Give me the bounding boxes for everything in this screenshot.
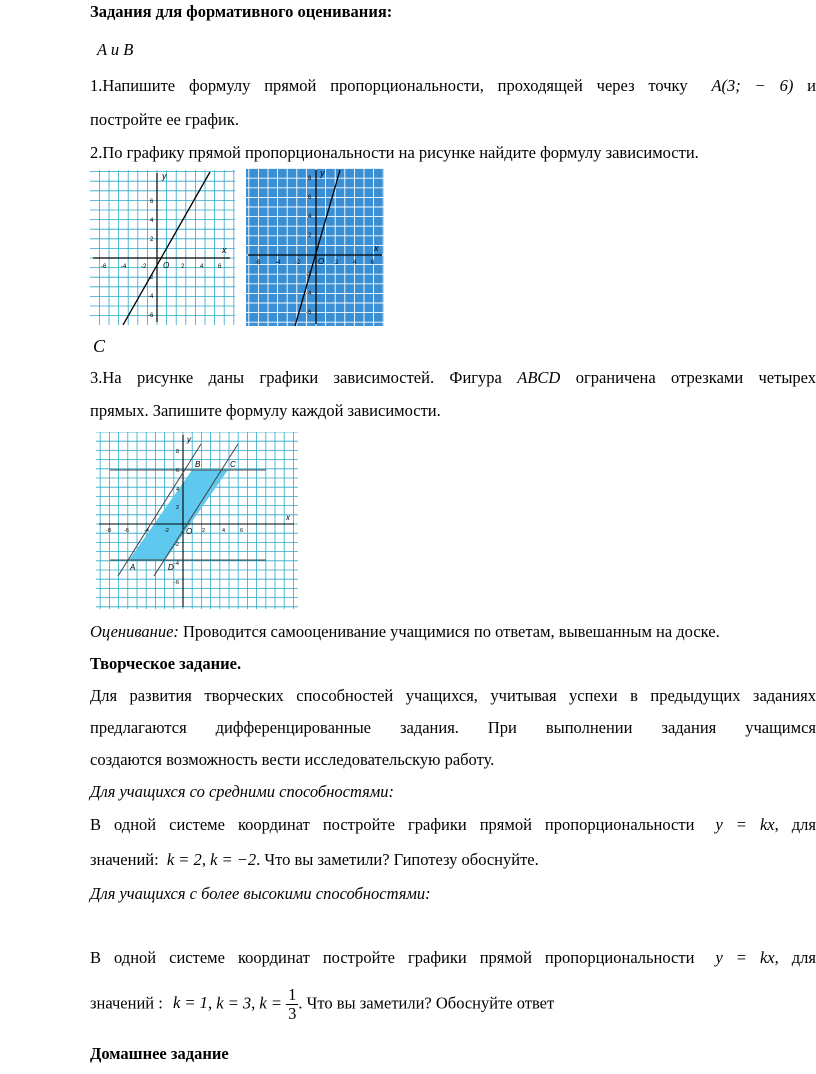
task3-line1: 3.На рисунке даны графики зависимостей. Фигура ABCD ограничена отрезками четырех <box>90 368 816 387</box>
task2-text: 2.По графику прямой пропорциональности на рисунке найдите формулу зависимости. <box>90 143 699 162</box>
tick-label: -4 <box>275 260 281 266</box>
tick-label: -8 <box>106 528 111 534</box>
x-axis-label: x <box>222 245 227 255</box>
tick-label: 6 <box>218 264 222 270</box>
fraction-one-third: $\frac{1}{3}$ <box>288 985 297 1024</box>
tick-label: 4 <box>308 214 312 220</box>
tick-label: 2 <box>335 260 339 266</box>
origin-label: O <box>186 527 193 536</box>
x-axis-label: x <box>374 243 379 253</box>
tick-label: 2 <box>150 237 154 243</box>
graph-1 <box>90 170 235 325</box>
average-label: Для учащихся со средними способностями: <box>90 782 395 801</box>
creative-line3: создаются возможность вести исследовательскую работу. <box>90 750 495 769</box>
tick-label: 6 <box>150 199 154 205</box>
tick-label: 6 <box>308 195 312 201</box>
tick-label: 4 <box>150 218 154 224</box>
tick-label: -6 <box>306 310 312 316</box>
homework-heading: Домашнее задание <box>90 1044 229 1063</box>
tick-label: -2 <box>306 272 312 278</box>
creative-line1: Для развития творческих способностей учащихся, учитывая успехи в предыдущих заданиях <box>90 686 816 705</box>
tick-label: -4 <box>148 294 154 300</box>
section-heading: Задания для формативного оценивания: <box>90 2 393 21</box>
tick-label: -4 <box>306 291 312 297</box>
tick-label: 2 <box>181 264 185 270</box>
origin-label: O <box>318 257 325 266</box>
vertex-c-label: C <box>230 460 236 469</box>
y-axis-label: y <box>162 171 167 181</box>
vertex-d-label: D <box>168 563 174 572</box>
tick-label: -6 <box>255 260 261 266</box>
tick-label: 6 <box>240 528 244 534</box>
creative-heading: Творческое задание. <box>90 654 242 673</box>
tick-label: -4 <box>144 528 149 534</box>
creative-line2: предлагаются дифференцированные задания. При выполнении задания учащимся <box>90 718 816 737</box>
tick-label: -4 <box>121 264 127 270</box>
high-line1: В одной системе координат постройте графики прямой пропорциональности y = kx, для <box>90 948 816 967</box>
task1-line1: 1.Напишите формулу прямой пропорциональности, проходящей через точку A(3; − 6) и <box>90 76 816 95</box>
high-line2: значений : k = 1, k = 3, k = $\frac{1}{3}$ . Что вы заметили? Обоснуйте ответ <box>90 985 555 1024</box>
tick-label: 4 <box>222 528 226 534</box>
task3-line2: прямых. Запишите формулу каждой зависимости. <box>90 401 441 420</box>
tick-label: -6 <box>148 313 154 319</box>
assessment-label: Оценивание: <box>90 622 179 641</box>
y-axis-label: y <box>320 168 325 178</box>
tick-label: 2 <box>202 528 206 534</box>
tick-label: -2 <box>174 542 179 548</box>
tick-label: 4 <box>353 260 357 266</box>
tick-label: 2 <box>176 505 180 511</box>
level-c-label: C <box>93 336 106 356</box>
task1-line2: постройте ее график. <box>90 110 239 129</box>
tick-label: -6 <box>174 580 179 586</box>
tick-label: 4 <box>200 264 204 270</box>
tick-label: -2 <box>148 275 154 281</box>
tick-label: -2 <box>295 260 301 266</box>
tick-label: -2 <box>164 528 169 534</box>
level-ab-label: A и B <box>97 40 134 59</box>
tick-label: 6 <box>371 260 375 266</box>
assessment-line: Оценивание: Проводится самооценивание учащимися по ответам, вывешанным на доске. <box>90 622 720 641</box>
x-axis-label: x <box>286 513 290 522</box>
tick-label: -6 <box>124 528 129 534</box>
origin-label: O <box>163 261 170 270</box>
tick-label: 8 <box>308 176 312 182</box>
graph-3 <box>96 432 298 609</box>
vertex-b-label: B <box>195 460 201 469</box>
y-axis-label: y <box>187 435 191 444</box>
average-line1: В одной системе координат постройте графики прямой пропорциональности y = kx, для <box>90 815 816 834</box>
tick-label: -6 <box>101 264 107 270</box>
tick-label: 8 <box>176 449 180 455</box>
tick-label: -4 <box>174 561 179 567</box>
tick-label: -2 <box>141 264 147 270</box>
graph-2 <box>246 168 384 326</box>
average-line2: значений: k = 2, k = −2. Что вы заметили? Гипотезу обоснуйте. <box>90 850 539 869</box>
high-label: Для учащихся с более высокими способностями: <box>90 884 431 903</box>
vertex-a-label: A <box>130 563 136 572</box>
tick-label: 4 <box>176 487 180 493</box>
tick-label: 6 <box>176 468 180 474</box>
tick-label: 2 <box>308 233 312 239</box>
